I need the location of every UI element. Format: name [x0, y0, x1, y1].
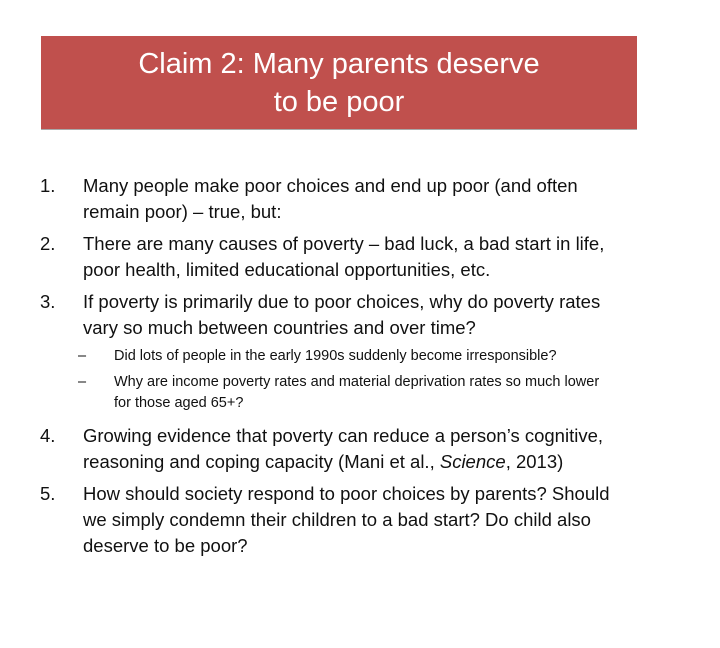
list-number: 4.	[40, 425, 56, 446]
list-item-text	[83, 449, 693, 475]
slide-title-banner	[41, 36, 637, 130]
list-item-text: vary so much between countries and over time?	[83, 317, 476, 338]
list-item-text: remain poor) – true, but:	[83, 201, 282, 222]
slide-title-line-2: to be poor	[273, 86, 405, 118]
list-number: 2.	[40, 233, 56, 254]
list-item-text: If poverty is primarily due to poor choices, why do poverty rates	[83, 291, 601, 312]
sub-list-item-text: for those aged 65+?	[114, 395, 244, 411]
list-number: 5.	[40, 483, 56, 504]
citation-post: , 2013)	[505, 451, 564, 472]
list-item-text: Growing evidence that poverty can reduce a person’s cognitive,	[83, 425, 604, 446]
dash-bullet: –	[78, 348, 87, 364]
sub-list-item-text: Did lots of people in the early 1990s suddenly become irresponsible?	[114, 348, 557, 364]
citation-pre: reasoning and coping capacity (Mani et al.,	[83, 451, 440, 472]
slide-title-line-1: Claim 2: Many parents deserve	[138, 48, 540, 80]
journal-name: Science	[439, 451, 506, 472]
list-item-text: poor health, limited educational opportunities, etc.	[83, 259, 491, 280]
list-item-text: Many people make poor choices and end up poor (and often	[83, 175, 578, 196]
list-item-text: How should society respond to poor choices by parents? Should	[83, 483, 610, 504]
list-item-text: There are many causes of poverty – bad luck, a bad start in life,	[83, 233, 605, 254]
list-number: 3.	[40, 291, 56, 312]
list-number: 1.	[40, 175, 56, 196]
list-item-text: we simply condemn their children to a bad start? Do child also	[83, 509, 591, 530]
sub-list-item-text: Why are income poverty rates and material deprivation rates so much lower	[114, 374, 600, 390]
list-item-text: deserve to be poor?	[83, 535, 248, 556]
dash-bullet: –	[78, 374, 87, 390]
